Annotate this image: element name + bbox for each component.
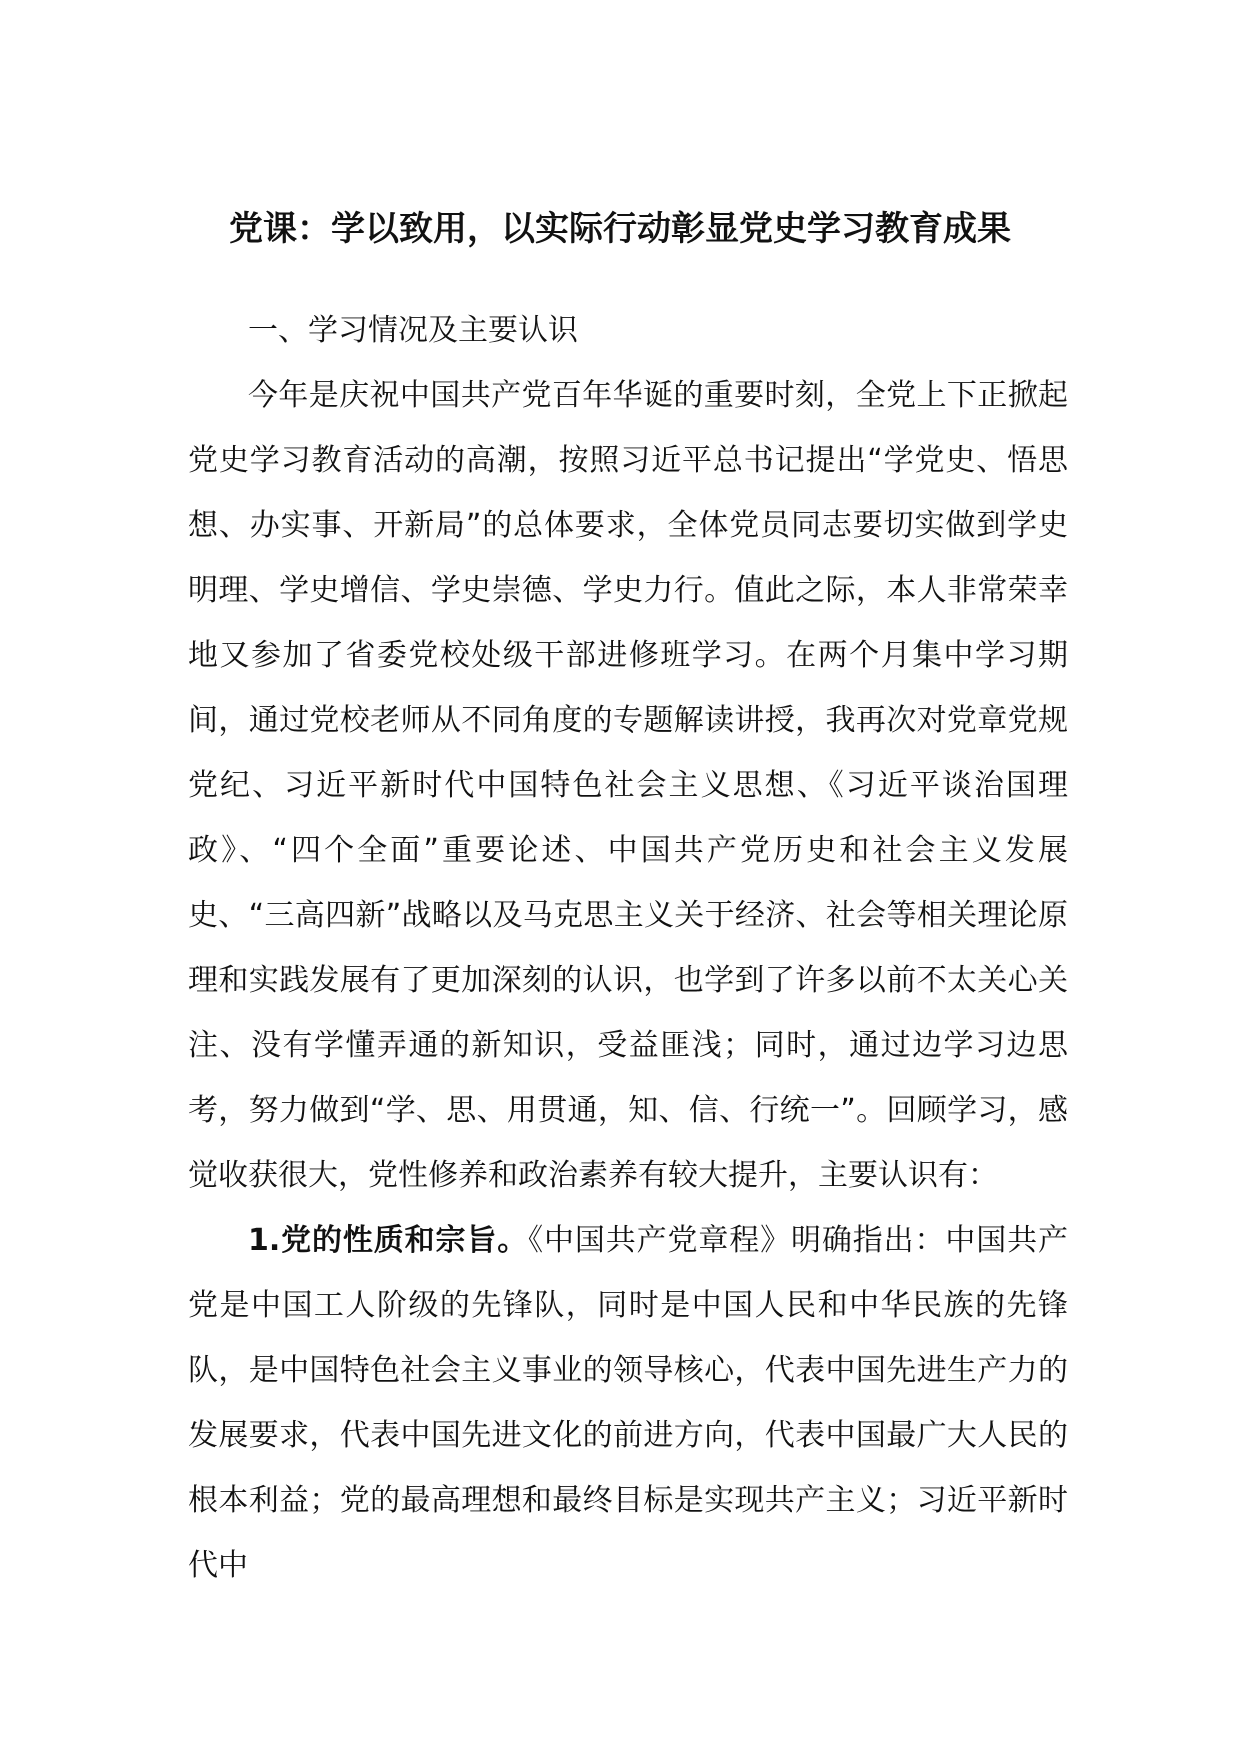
document-body [188, 298, 1068, 1598]
paragraph-intro: 今年是庆祝中国共产党百年华诞的重要时刻，全党上下正掀起党史学习教育活动的高潮，按照习近平总书记提出“学党史、悟思想、办实事、开新局”的总体要求，全体党员同志要切实做到学史明理、学史增信、学史崇德、学史力行。值此之际，本人非常荣幸地又参加了省委党校处级干部进修班学习。在两个月集中学习期间，通过党校老师从不同角度的专题解读讲授，我再次对党章党规党纪、习近平新时代中国特色社会主义思想、《习近平谈治国理政》、“四个全面”重要论述、中国共产党历史和社会主义发展史、“三高四新”战略以及马克思主义关于经济、社会等相关理论原理和实践发展有了更加深刻的认识，也学到了许多以前不太关心关注、没有学懂弄通的新知识，受益匪浅；同时，通过边学习边思考，努力做到“学、思、用贯通，知、信、行统一”。回顾学习，感觉收获很大，党性修养和政治素养有较大提升，主要认识有： [188, 378, 1068, 1193]
document-title: 党课：学以致用，以实际行动彰显党史学习教育成果 [229, 209, 1011, 249]
paragraph-point-1 [188, 1208, 1068, 1598]
point-1-lead: 1.党的性质和宗旨。 [248, 1223, 529, 1258]
point-1-text: 《中国共产党章程》明确指出：中国共产党是中国工人阶级的先锋队，同时是中国人民和中华民族的先锋队，是中国特色社会主义事业的领导核心，代表中国先进生产力的发展要求，代表中国先进文化的前进方向，代表中国最广大人民的根本利益；党的最高理想和最终目标是实现共产主义；习近平新时代中 [188, 1223, 1068, 1583]
section-heading: 一、学习情况及主要认识 [248, 313, 578, 348]
